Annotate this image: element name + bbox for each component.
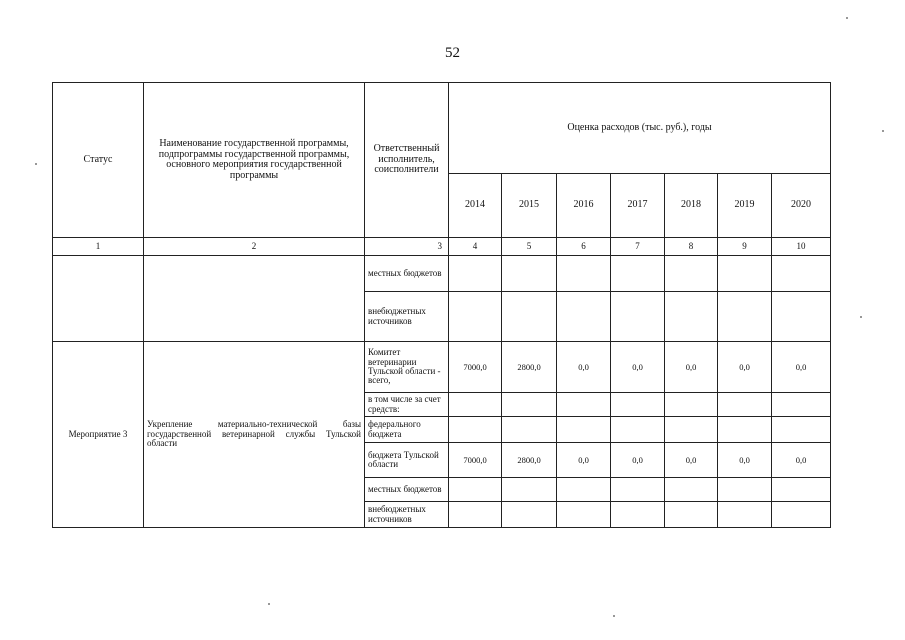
year-header: 2020: [772, 174, 831, 238]
value-cell: [772, 256, 831, 292]
value-cell: [557, 478, 611, 502]
value-cell: [665, 417, 718, 443]
year-header: 2015: [502, 174, 557, 238]
value-cell: [502, 417, 557, 443]
value-cell: [718, 256, 772, 292]
column-number: 1: [53, 238, 144, 256]
column-number: 4: [449, 238, 502, 256]
year-header: 2014: [449, 174, 502, 238]
value-cell: [557, 393, 611, 417]
value-cell: 0,0: [718, 443, 772, 478]
table-row: [53, 342, 831, 393]
column-number: 8: [665, 238, 718, 256]
value-cell: 7000,0: [449, 443, 502, 478]
value-cell: [665, 393, 718, 417]
scan-speck: [882, 130, 884, 132]
value-cell: 0,0: [772, 443, 831, 478]
value-cell: 0,0: [611, 342, 665, 393]
source-cell: федерального бюджета: [365, 417, 449, 443]
header-row-top: [53, 83, 831, 174]
column-number: 2: [144, 238, 365, 256]
executor-header: Ответственный исполнитель, соисполнители: [365, 83, 449, 238]
value-cell: [611, 256, 665, 292]
value-cell: [611, 393, 665, 417]
source-cell: бюджета Тульской области: [365, 443, 449, 478]
value-cell: 7000,0: [449, 342, 502, 393]
value-cell: 0,0: [665, 443, 718, 478]
value-cell: 0,0: [557, 342, 611, 393]
value-cell: [557, 256, 611, 292]
value-cell: [611, 502, 665, 528]
scan-speck: [268, 603, 270, 605]
value-cell: [557, 502, 611, 528]
value-cell: [449, 393, 502, 417]
value-cell: 0,0: [718, 342, 772, 393]
table-row: [53, 256, 831, 292]
column-number: 5: [502, 238, 557, 256]
value-cell: [611, 478, 665, 502]
scan-speck: [860, 316, 862, 318]
value-cell: [665, 292, 718, 342]
column-number: 6: [557, 238, 611, 256]
value-cell: 2800,0: [502, 342, 557, 393]
value-cell: [772, 478, 831, 502]
year-header: 2018: [665, 174, 718, 238]
value-cell: [557, 417, 611, 443]
value-cell: [665, 256, 718, 292]
value-cell: [557, 292, 611, 342]
page-number: 52: [445, 45, 460, 61]
source-cell: внебюджетных источников: [365, 502, 449, 528]
column-number: 3: [365, 238, 449, 256]
value-cell: [502, 478, 557, 502]
value-cell: 0,0: [557, 443, 611, 478]
value-cell: [772, 417, 831, 443]
value-cell: [665, 478, 718, 502]
year-header: 2016: [557, 174, 611, 238]
scan-speck: [613, 615, 615, 617]
activity-status: Мероприятие 3: [53, 342, 144, 528]
source-cell: Комитет ветеринарии Тульской области - всего,: [365, 342, 449, 393]
value-cell: [502, 502, 557, 528]
value-cell: [718, 417, 772, 443]
source-cell: местных бюджетов: [365, 256, 449, 292]
scan-speck: [35, 163, 37, 165]
column-number: 10: [772, 238, 831, 256]
year-header: 2017: [611, 174, 665, 238]
value-cell: [502, 256, 557, 292]
column-number-row: [53, 238, 831, 256]
budget-table: [52, 82, 831, 528]
value-cell: [718, 393, 772, 417]
source-cell: внебюджетных источников: [365, 292, 449, 342]
value-cell: [449, 417, 502, 443]
value-cell: [449, 292, 502, 342]
value-cell: [449, 256, 502, 292]
value-cell: [718, 292, 772, 342]
activity-name: Укрепление материально-технической базы государственной ветеринарной службы Тульской области: [144, 342, 365, 528]
value-cell: [449, 502, 502, 528]
year-header: 2019: [718, 174, 772, 238]
value-cell: 0,0: [611, 443, 665, 478]
cost-estimate-header: Оценка расходов (тыс. руб.), годы: [449, 83, 831, 174]
value-cell: [611, 417, 665, 443]
value-cell: [502, 393, 557, 417]
status-cell-empty: [53, 256, 144, 342]
column-number: 7: [611, 238, 665, 256]
source-cell: в том числе за счет средств:: [365, 393, 449, 417]
value-cell: [611, 292, 665, 342]
scan-speck: [846, 17, 848, 19]
value-cell: [718, 502, 772, 528]
value-cell: [502, 292, 557, 342]
name-cell-empty: [144, 256, 365, 342]
value-cell: 0,0: [665, 342, 718, 393]
value-cell: [772, 393, 831, 417]
column-number: 9: [718, 238, 772, 256]
value-cell: 2800,0: [502, 443, 557, 478]
value-cell: 0,0: [772, 342, 831, 393]
source-cell: местных бюджетов: [365, 478, 449, 502]
status-header: Статус: [53, 83, 144, 238]
value-cell: [772, 292, 831, 342]
value-cell: [449, 478, 502, 502]
value-cell: [718, 478, 772, 502]
value-cell: [665, 502, 718, 528]
value-cell: [772, 502, 831, 528]
program-name-header: Наименование государственной программы, подпрограммы государственной программы, основного мероприятия государственной программы: [144, 83, 365, 238]
